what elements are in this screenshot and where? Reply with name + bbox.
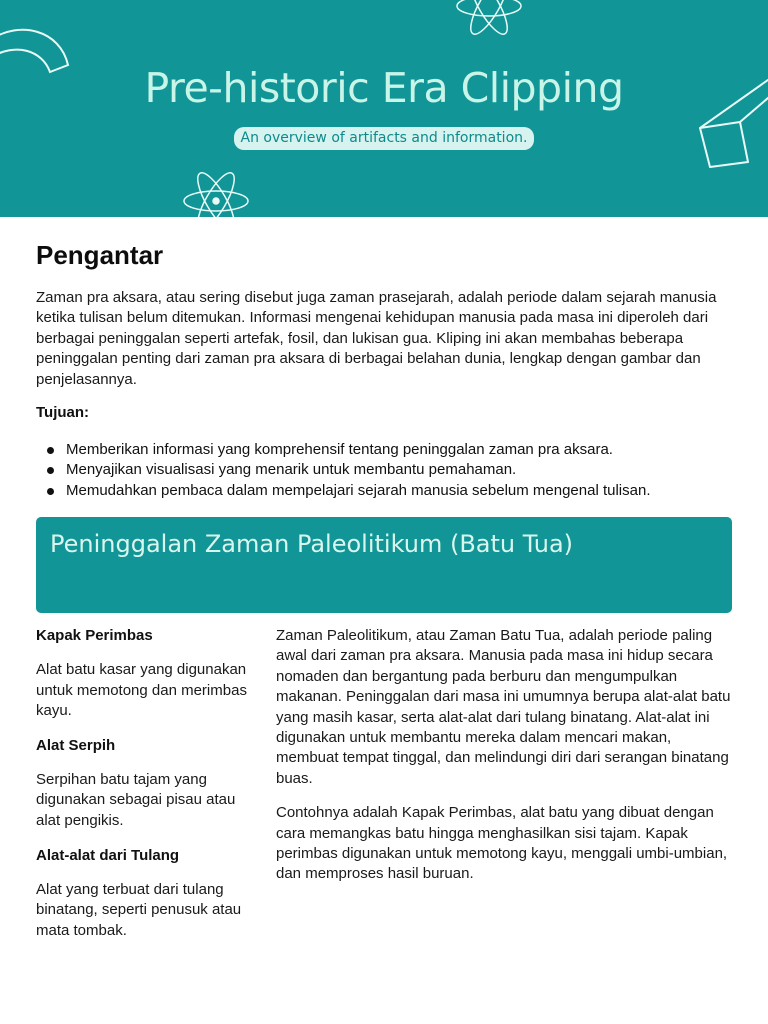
artifact-title: Alat Serpih (36, 736, 116, 754)
list-item: Memberikan informasi yang komprehensif tentang peninggalan zaman pra aksara. (36, 440, 736, 460)
page-title: Pre-historic Era Clipping (144, 64, 624, 112)
atom-icon (457, 0, 521, 39)
goals-list (36, 440, 736, 501)
list-item: Menyajikan visualisasi yang menarik untuk membantu pemahaman. (36, 460, 736, 480)
artifact-title: Kapak Perimbas (36, 627, 153, 644)
body-paragraph: Contohnya adalah Kapak Perimbas, alat batu yang dibuat dengan cara memangkas batu hingga menghasilkan sisi tajam. Kapak perimbas digunakan untuk memotong kayu, menggali umbi-umbian, dan memproses hasil buruan. (276, 804, 728, 883)
section-heading: Peninggalan Zaman Paleolitikum (Batu Tua) (50, 530, 574, 558)
header-banner (0, 0, 768, 217)
artifact-title: Alat-alat dari Tulang (36, 846, 180, 864)
intro-paragraph: Zaman pra aksara, atau sering disebut juga zaman prasejarah, adalah periode dalam sejarah manusia ketika tulisan belum ditemukan. Informasi mengenai kehidupan manusia pada masa ini diperoleh dari berbagai peninggalan seperti artefak, fosil, dan lukisan gua. Kliping ini akan membahas beberapa peninggalan penting dari zaman pra aksara di berbagai belahan dunia, lengkap dengan gambar dan penjelasannya. (36, 289, 717, 388)
bullet-icon (47, 447, 54, 454)
bullet-icon (47, 488, 54, 495)
artifact-description: Alat yang terbuat dari tulang binatang, seperti penusuk atau mata tombak. (36, 880, 242, 939)
body-paragraph: Zaman Paleolitikum, atau Zaman Batu Tua, adalah periode paling awal dari zaman pra aksara. Manusia pada masa ini hidup secara nomaden dan bergantung pada berburu dan mengumpulkan makanan. Peninggalan dari masa ini umumnya berupa alat-alat batu yang masih kasar, serta alat-alat dari tulang binatang. Alat-alat ini digunakan untuk membantu mereka dalam mencari makan, membuat tempat tinggal, dan melindungi diri dari serangan binatang buas. (276, 627, 731, 787)
page-subtitle: An overview of artifacts and information. (234, 127, 535, 150)
list-item: Memudahkan pembaca dalam mempelajari sejarah manusia sebelum mengenal tulisan. (36, 481, 736, 501)
atom-icon (184, 168, 248, 217)
section-banner (36, 517, 732, 613)
artifact-description: Serpihan batu tajam yang digunakan sebagai pisau atau alat pengikis. (36, 770, 236, 829)
intro-heading: Pengantar (36, 240, 164, 270)
artifact-description: Alat batu kasar yang digunakan untuk memotong dan merimbas kayu. (36, 661, 247, 720)
artifact-list (36, 626, 261, 955)
section-body (276, 626, 736, 899)
goals-label: Tujuan: (36, 404, 90, 421)
bullet-icon (47, 467, 54, 474)
